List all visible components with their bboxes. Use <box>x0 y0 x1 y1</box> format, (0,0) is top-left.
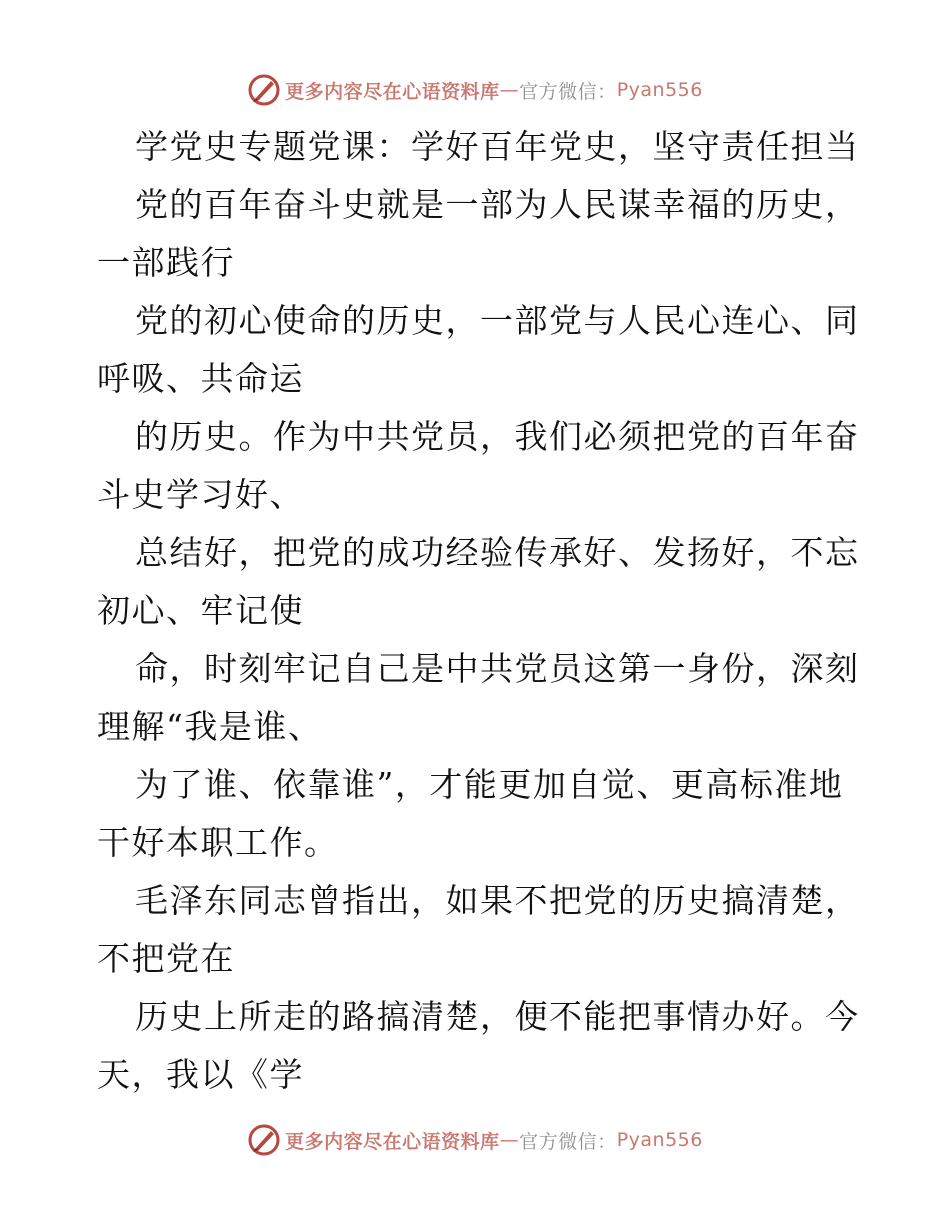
header-banner <box>0 70 950 110</box>
footer-banner <box>0 1120 950 1160</box>
text-line: 干好本职工作。 <box>97 823 339 862</box>
text-line: 初心、牢记使 <box>97 591 304 630</box>
text-line: 的历史。作为中共党员，我们必须把党的百年奋 <box>135 417 860 456</box>
banner-dash: — <box>499 79 520 101</box>
text-line: 斗史学习好、 <box>97 475 304 514</box>
text-line: 命，时刻牢记自己是中共党员这第一身份，深刻 <box>135 649 860 688</box>
text-line: 不把党在 <box>97 939 235 978</box>
text-line: 呼吸、共命运 <box>97 359 304 398</box>
text-line: 理解“我是谁、 <box>97 707 323 746</box>
banner-wechat-label: 官方微信： <box>519 80 617 103</box>
banner-main-text: 更多内容尽在心语资料库 <box>285 1130 500 1153</box>
banner-dash: — <box>499 1129 520 1151</box>
banner-wechat-label: 官方微信： <box>519 1130 617 1153</box>
text-line: 党的百年奋斗史就是一部为人民谋幸福的历史， <box>135 185 860 224</box>
quill-pen-logo-icon <box>247 73 281 107</box>
document-title: 学党史专题党课：学好百年党史，坚守责任担当 <box>135 127 860 166</box>
document-body <box>97 118 860 1104</box>
banner-main-text: 更多内容尽在心语资料库 <box>285 80 500 103</box>
text-line: 一部践行 <box>97 243 235 282</box>
banner-wechat-id: Pyan556 <box>616 79 703 101</box>
text-line: 天，我以《学 <box>97 1055 304 1094</box>
text-line: 总结好，把党的成功经验传承好、发扬好，不忘 <box>135 533 860 572</box>
banner-wechat-id: Pyan556 <box>616 1129 703 1151</box>
text-line: 党的初心使命的历史，一部党与人民心连心、同 <box>135 301 860 340</box>
text-line: 历史上所走的路搞清楚，便不能把事情办好。今 <box>135 997 860 1036</box>
text-line: 为了谁、依靠谁”，才能更加自觉、更高标准地 <box>135 765 844 804</box>
text-line: 毛泽东同志曾指出，如果不把党的历史搞清楚， <box>135 881 860 920</box>
quill-pen-logo-icon <box>247 1123 281 1157</box>
